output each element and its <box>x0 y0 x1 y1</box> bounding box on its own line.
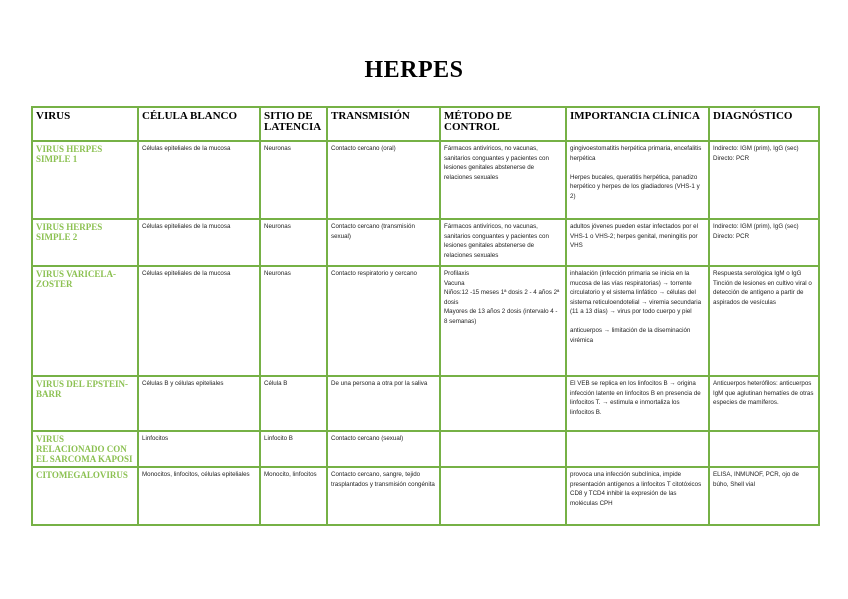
sitio-cell: Neuronas <box>260 141 327 219</box>
header-row <box>32 107 819 141</box>
sitio-cell: Célula B <box>260 376 327 431</box>
diagnostico-cell: Anticuerpos heterófilos: anticuerpos IgM que aglutinan hematíes de otras especies de mamíferos. <box>709 376 819 431</box>
virus-name: VIRUS HERPES SIMPLE 1 <box>32 141 138 219</box>
celula-cell: Células B y células epiteliales <box>138 376 260 431</box>
header-diagnostico: DIAGNÓSTICO <box>709 107 819 141</box>
sitio-cell: Neuronas <box>260 219 327 266</box>
metodo-cell <box>440 376 566 431</box>
transmision-cell: Contacto respiratorio y cercano <box>327 266 440 376</box>
importancia-cell: inhalación (infección primaria se inicia en la mucosa de las vías respiratorias) → torrente circulatorio y el sistema linfático → células del sistema reticuloendotelial → viremia secundaria (11 a 13 días) → virus por todo cuerpo y piel anticuerpos → limitación de la diseminación virémica <box>566 266 709 376</box>
table-row <box>32 376 819 431</box>
celula-cell: Células epiteliales de la mucosa <box>138 141 260 219</box>
metodo-cell: Profilaxis Vacuna Niños:12 -15 meses 1ª dosis 2 - 4 años 2ª dosis Mayores de 13 años 2 dosis (intervalo 4 - 8 semanas) <box>440 266 566 376</box>
metodo-cell: Fármacos antivíricos, no vacunas, sanitarios conguantes y pacientes con lesiones genitales abstenerse de relaciones sexuales <box>440 219 566 266</box>
transmision-cell: Contacto cercano (sexual) <box>327 431 440 467</box>
transmision-cell: Contacto cercano (oral) <box>327 141 440 219</box>
celula-cell: Células epiteliales de la mucosa <box>138 266 260 376</box>
sitio-cell: Linfocito B <box>260 431 327 467</box>
celula-cell: Monocitos, linfocitos, células epiteliales <box>138 467 260 525</box>
header-sitio-latencia: SITIO DE LATENCIA <box>260 107 327 141</box>
header-importancia-clinica: IMPORTANCIA CLÍNICA <box>566 107 709 141</box>
celula-cell: Células epiteliales de la mucosa <box>138 219 260 266</box>
importancia-cell: adultos jóvenes pueden estar infectados por el VHS-1 o VHS-2; herpes genital, meningitis por VHS <box>566 219 709 266</box>
diagnostico-cell: Indirecto: IGM (prim), IgG (sec) Directo: PCR <box>709 219 819 266</box>
herpes-table <box>31 106 820 526</box>
table-row <box>32 266 819 376</box>
table-row <box>32 219 819 266</box>
celula-cell: Linfocitos <box>138 431 260 467</box>
transmision-cell: Contacto cercano (transmisión sexual) <box>327 219 440 266</box>
header-transmision: TRANSMISIÓN <box>327 107 440 141</box>
header-metodo-control: MÉTODO DE CONTROL <box>440 107 566 141</box>
sitio-cell: Neuronas <box>260 266 327 376</box>
metodo-cell <box>440 431 566 467</box>
importancia-cell: gingivoestomatitis herpética primaria, encefalitis herpética Herpes bucales, queratitis herpética, panadizo herpético y herpes de los gladiadores (VHS-1 y 2) <box>566 141 709 219</box>
importancia-cell <box>566 431 709 467</box>
table-row <box>32 141 819 219</box>
table-row <box>32 431 819 467</box>
diagnostico-cell: ELISA, INMUNOF, PCR, ojo de búho, Shell vial <box>709 467 819 525</box>
header-celula-blanco: CÉLULA BLANCO <box>138 107 260 141</box>
virus-name: CITOMEGALOVIRUS <box>32 467 138 525</box>
importancia-cell: provoca una infección subclínica, impide presentación antígenos a linfocitos T citotóxicos CD8 y TCD4 inhibir la expresión de las moléculas CPH <box>566 467 709 525</box>
transmision-cell: Contacto cercano, sangre, tejido trasplantados y transmisión congénita <box>327 467 440 525</box>
header-virus: VIRUS <box>32 107 138 141</box>
metodo-cell <box>440 467 566 525</box>
virus-name: VIRUS DEL EPSTEIN-BARR <box>32 376 138 431</box>
diagnostico-cell: Indirecto: IGM (prim), IgG (sec) Directo: PCR <box>709 141 819 219</box>
virus-name: VIRUS VARICELA-ZOSTER <box>32 266 138 376</box>
page-title: HERPES <box>364 57 464 83</box>
virus-name: VIRUS RELACIONADO CON EL SARCOMA KAPOSI <box>32 431 138 467</box>
diagnostico-cell: Respuesta serológica IgM o IgG Tinción de lesiones en cultivo viral o detección de antígeno a partir de aspirados de vesículas <box>709 266 819 376</box>
diagnostico-cell <box>709 431 819 467</box>
importancia-cell: El VEB se replica en los linfocitos B → origina infección latente en linfocitos B en presencia de linfocitos T. → estimula e inmortaliza los linfocitos B. <box>566 376 709 431</box>
sitio-cell: Monocito, linfocitos <box>260 467 327 525</box>
transmision-cell: De una persona a otra por la saliva <box>327 376 440 431</box>
virus-name: VIRUS HERPES SIMPLE 2 <box>32 219 138 266</box>
metodo-cell: Fármacos antivíricos, no vacunas, sanitarios conguantes y pacientes con lesiones genitales abstenerse de relaciones sexuales <box>440 141 566 219</box>
table-row <box>32 467 819 525</box>
